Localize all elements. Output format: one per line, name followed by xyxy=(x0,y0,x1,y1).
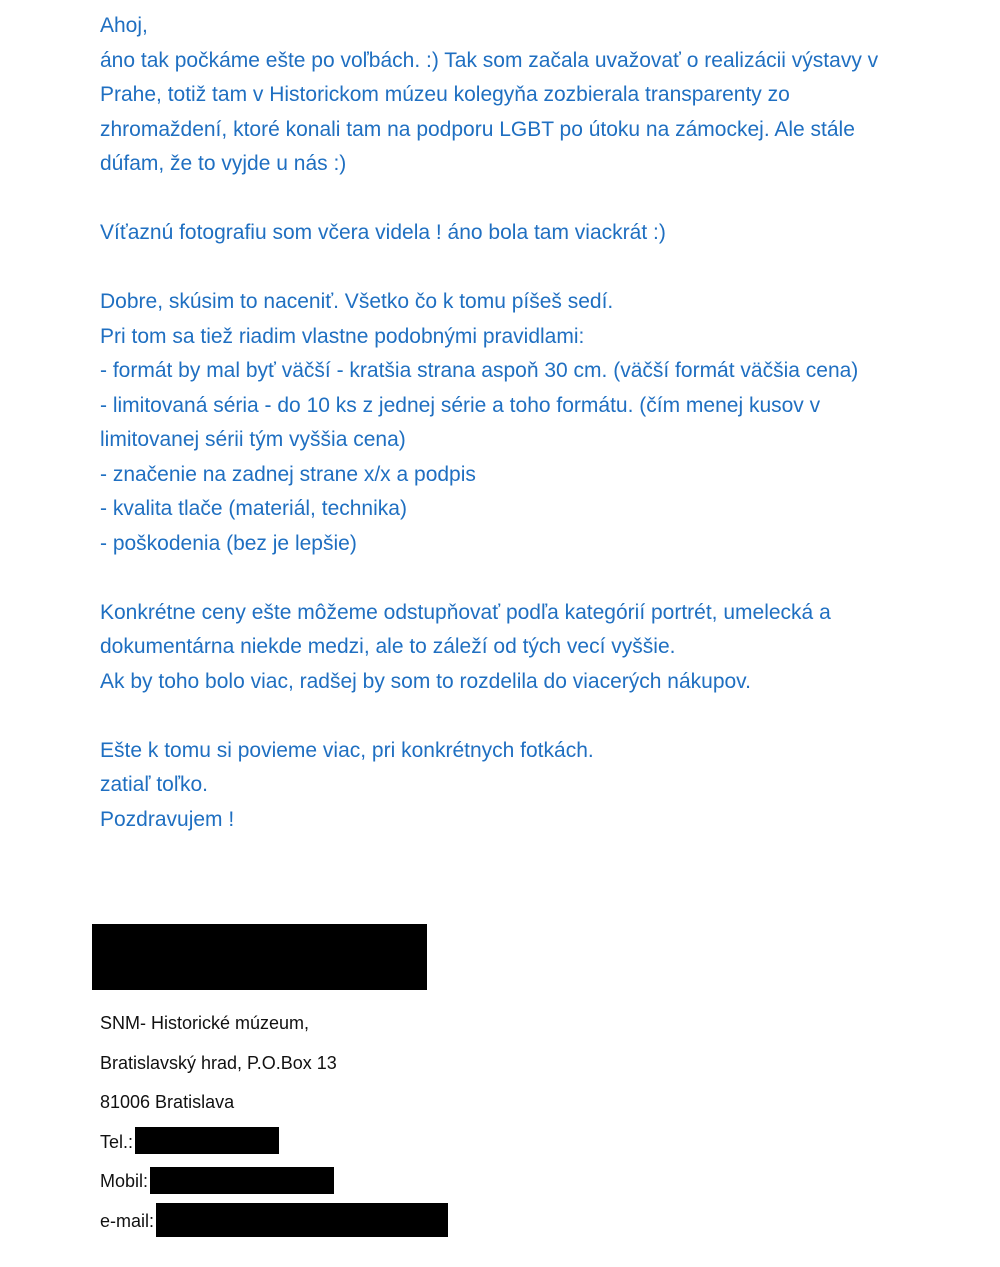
redacted-email xyxy=(156,1203,448,1237)
paragraph-gap xyxy=(100,561,990,596)
text-line: dokumentárna niekde medzi, ale to záleží od tých vecí vyššie. xyxy=(100,635,676,658)
redacted-mobil xyxy=(150,1167,334,1194)
signature-institution: SNM- Historické múzeum, xyxy=(100,1013,310,1033)
text-line: Konkrétne ceny ešte môžeme odstupňovať podľa kategórií portrét, umelecká a xyxy=(100,600,831,624)
paragraph-categories xyxy=(100,596,990,700)
redacted-tel xyxy=(135,1127,279,1154)
signature-address: Bratislavský hrad, P.O.Box 13 xyxy=(100,1052,337,1073)
list-item: - poškodenia (bez je lepšie) xyxy=(100,531,357,555)
paragraph-greeting xyxy=(100,9,990,182)
paragraph-gap xyxy=(100,251,990,286)
signature-tel xyxy=(100,1123,448,1163)
paragraph-gap xyxy=(100,699,990,734)
paragraph-gap xyxy=(100,182,990,217)
paragraph-pricing-rules xyxy=(100,285,990,561)
list-item: - značenie na zadnej strane x/x a podpis xyxy=(100,462,476,486)
text-line: Víťaznú fotografiu som včera videla ! áno bola tam viackrát :) xyxy=(100,221,666,244)
text-line: dúfam, že to vyjde u nás :) xyxy=(100,152,347,175)
list-item: - formát by mal byť väčší - kratšia strana aspoň 30 cm. (väčší formát väčšia cena) xyxy=(100,359,859,382)
text-line: zhromaždení, ktoré konali tam na podporu LGBT po útoku na zámockej. Ale stále xyxy=(100,117,855,141)
text-line: Prahe, totiž tam v Historickom múzeu kolegyňa zozbierala transparenty zo xyxy=(100,83,790,106)
text-line: áno tak počkáme ešte po voľbách. :) Tak som začala uvažovať o realizácii výstavy v xyxy=(100,48,879,72)
email-body xyxy=(100,9,990,837)
email-label: e-mail: xyxy=(100,1210,155,1231)
mobil-label: Mobil: xyxy=(100,1171,149,1191)
signature-email xyxy=(100,1202,448,1242)
sign-off: Pozdravujem ! xyxy=(100,807,235,831)
redacted-name-block xyxy=(92,924,427,990)
list-item: - limitovaná séria - do 10 ks z jednej série a toho formátu. (čím menej kusov v xyxy=(100,393,821,417)
paragraph-closing xyxy=(100,734,990,838)
tel-label: Tel.: xyxy=(100,1131,134,1152)
text-line: Ak by toho bolo viac, radšej by som to rozdelila do viacerých nákupov. xyxy=(100,669,751,693)
text-line: Ešte k tomu si povieme viac, pri konkrétnych fotkách. xyxy=(100,738,594,762)
email-signature xyxy=(100,1004,448,1241)
paragraph-photo xyxy=(100,216,990,251)
greeting-line: Ahoj, xyxy=(100,14,148,37)
text-line: Pri tom sa tiež riadim vlastne podobnými pravidlami: xyxy=(100,324,585,348)
list-item: - kvalita tlače (materiál, technika) xyxy=(100,497,407,520)
signature-mobil xyxy=(100,1162,448,1202)
text-line: Dobre, skúsim to naceniť. Všetko čo k tomu píšeš sedí. xyxy=(100,290,614,313)
list-item-continuation: limitovanej sérii tým vyššia cena) xyxy=(100,428,406,451)
signature-city: 81006 Bratislava xyxy=(100,1092,235,1112)
text-line: zatiaľ toľko. xyxy=(100,773,208,796)
